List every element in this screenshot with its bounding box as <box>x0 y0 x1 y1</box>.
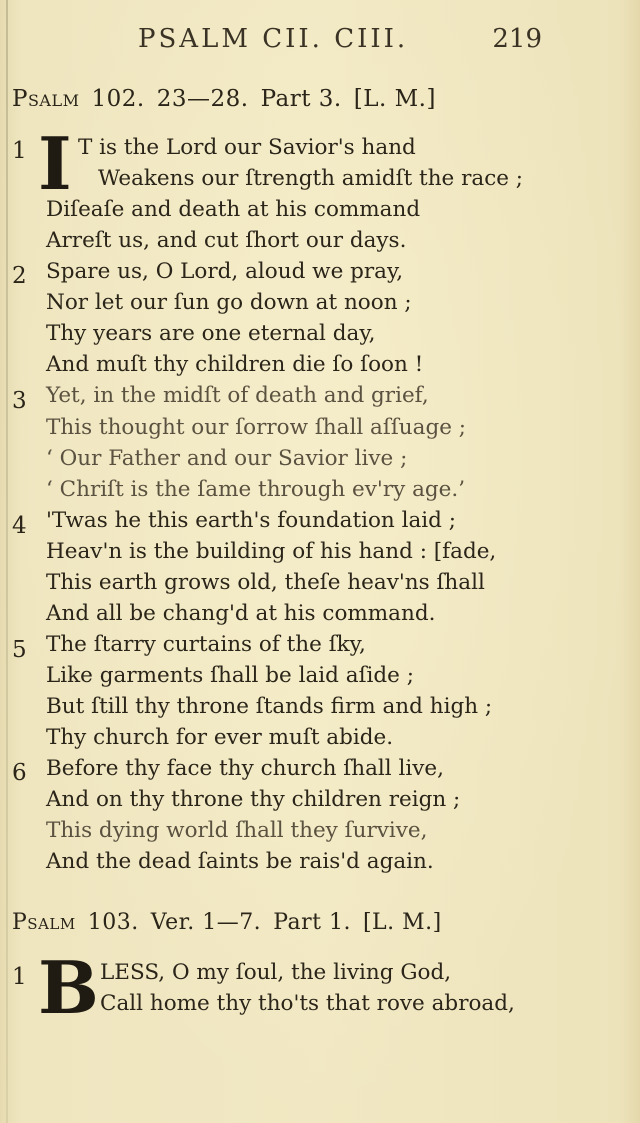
heading-part: Part 3. <box>260 86 342 112</box>
psalm-102-heading <box>12 86 448 112</box>
stanza-number: 1 <box>12 138 27 164</box>
stanza-line: Call home thy tho'ts that rove abroad, <box>100 991 515 1016</box>
stanza-line: Before thy face thy church ſhall live, <box>46 756 444 781</box>
stanza-line: Weakens our ſtrength amidſt the race ; <box>98 166 524 191</box>
stanza-line: T is the Lord our Savior's hand <box>78 135 416 160</box>
stanza-number: 3 <box>12 388 27 414</box>
stanza-line: Arreſt us, and cut ſhort our days. <box>46 228 407 253</box>
heading-title: Psalm <box>12 910 76 935</box>
stanza-line: ‘ Our Father and our Savior live ; <box>46 446 408 471</box>
stanza-line: And muſt thy children die ſo ſoon ! <box>46 352 424 377</box>
heading-number: 103. <box>87 910 139 935</box>
stanza-line: 'Twas he this earth's foundation laid ; <box>46 508 457 533</box>
stanza-line: Thy years are one eternal day, <box>46 321 376 346</box>
stanza-number: 4 <box>12 513 27 539</box>
heading-meter: [L. M.] <box>362 910 442 935</box>
stanza-line: The ſtarry curtains of the ſky, <box>46 632 366 657</box>
running-title: PSALM CII. CIII. <box>138 24 409 54</box>
stanza-line: Like garments ſhall be laid aſide ; <box>46 663 414 688</box>
stanza-line: This earth grows old, theſe heav'ns ſhall <box>46 570 485 595</box>
psalm-103-heading <box>12 910 454 935</box>
stanza-number: 5 <box>12 637 27 663</box>
stanza-line: And the dead ſaints be rais'd again. <box>46 849 434 874</box>
stanza-number: 1 <box>12 964 27 990</box>
stanza-line: Spare us, O Lord, aloud we pray, <box>46 259 404 284</box>
stanza-line: Heav'n is the building of his hand : [fade, <box>46 539 497 564</box>
heading-number: 102. <box>91 86 145 112</box>
stanza-line: Diſeaſe and death at his command <box>46 197 421 222</box>
stanza-line: ‘ Chriſt is the ſame through ev'ry age.’ <box>46 477 466 502</box>
drop-cap: I <box>38 121 72 206</box>
stanza-line: Nor let our ſun go down at noon ; <box>46 290 412 315</box>
stanza-line: This dying world ſhall they ſurvive, <box>46 818 428 843</box>
heading-verses: Ver. 1—7. <box>150 910 262 935</box>
heading-verses: 23—28. <box>156 86 249 112</box>
stanza-number: 6 <box>12 760 27 786</box>
stanza-line: And all be chang'd at his command. <box>46 601 436 626</box>
drop-cap: B <box>38 945 99 1030</box>
heading-meter: [L. M.] <box>353 86 436 112</box>
stanza-line: And on thy throne thy children reign ; <box>46 787 461 812</box>
running-head <box>0 24 640 64</box>
stanza-line: But ſtill thy throne ſtands firm and high ; <box>46 694 493 719</box>
stanza-number: 2 <box>12 263 27 289</box>
page-number: 219 <box>492 24 542 54</box>
stanza-line: Thy church for ever muſt abide. <box>46 725 394 750</box>
stanza-line: LESS, O my ſoul, the living God, <box>100 960 452 985</box>
heading-part: Part 1. <box>273 910 351 935</box>
stanza-line: Yet, in the midſt of death and grief, <box>46 383 429 408</box>
page-gutter <box>6 0 8 1123</box>
heading-title: Psalm <box>12 86 80 112</box>
stanza-line: This thought our ſorrow ſhall aſſuage ; <box>46 415 467 440</box>
